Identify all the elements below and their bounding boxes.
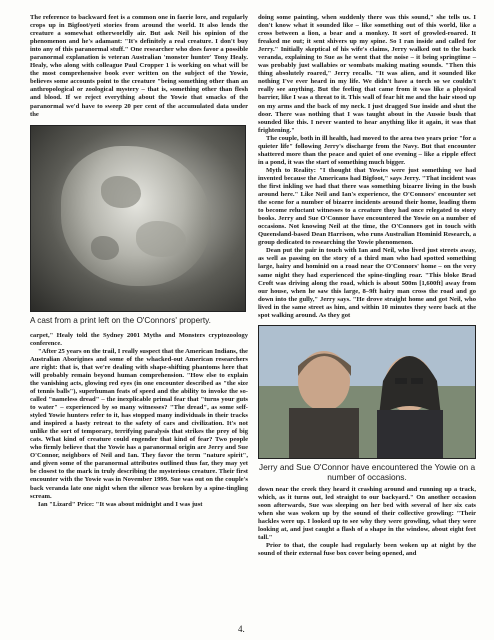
couple-photo: [258, 325, 476, 459]
right-photo-caption: Jerry and Sue O'Connor have encountered the Yowie on a number of occasions.: [258, 461, 476, 482]
left-para-3: "After 25 years on the trail, I really suspect that the American Indians, the Australian Aborigines and some of the whacked-out American researchers are right: that is, that we're dealing with shape-shifting phantoms here that will probably remain beyond human comprehension. "How else to explain the vanishing acts, glowing red eyes (in one encounter described as "the size of tennis balls"), superhuman feats of speed and the ability to invoke the so-called "nameless dread" – the inexplicable primal fear that "turns your guts to water" – experienced by so many witnesses? "The dread", as some self-styled Yowie hunters refer to it, has stopped many individuals in their tracks and inspired a hasty retreat to the safety of cars and civilization. It's not unlike the sort of temporary, terrifying paralysis that strikes the prey of big cats. What kind of creature could engender that kind of fear? Two people who firmly believe that the Yowie has a paranormal origin are Jerry and Sue O'Connor, neighbors of Neil and Ian. They favor the term "nature spirit", and given some of the paranormal attributes outlined thus far, they may yet be closest to the mark in truly describing the mysterious creature. Their first encounter with the Yowie was in November 1999. Sue was out on the couple's back veranda late one night when the silence was broken by a spine-tingling scream.: [30, 347, 248, 500]
left-para-2: carpet," Healy told the Sydney 2001 Myths and Monsters cryptozoology conference.: [30, 331, 248, 347]
right-para-3: Myth to Reality: "I thought that Yowies were just something we had invented because the Americans had Bigfoot," says Jerry. "That incident was the first inkling we had that there was something bizarre living in the bush around here." Like Neil and Ian's experience, the O'Connors' encounter set the scene for a number of bizarre incidents around their home, leading them to become reluctant witnesses to a creature they had once relegated to story books. Jerry and Sue O'Connor have encountered the Yowie on a number of occasions. Not knowing Neil at the time, the O'Connors got in touch with Queensland-based Dean Harrison, who runs Australian Hominid Research, a group dedicated to researching the Yowie phenomenon.: [258, 166, 476, 247]
right-para-5: down near the creek they heard it crashing around and running up a track, which, as it turns out, led straight to our backyard." On another occasion soon afterwards, Sue was sleeping on her bed with several of her six cats when she was woken up by the sound of their collective growling: "Their hackles were up. I looked up to see why they were growling, what they were looking at, and just caught a flash of a shape in the window, about eight feet tall.": [258, 485, 476, 542]
right-para-4: Dean put the pair in touch with Ian and Neil, who lived just streets away, as well as passing on the story of a third man who had spotted something large, hairy and hominid on a road near the O'Connors' home – on the very same night they had experienced the spine-tingling roar. "This bloke Brad Croft was driving along the road, which is about 500m [1,600ft] away from our house, when he saw this large, 8–9ft hairy man cross the road and go down into the gully," Jerry says. "He drove straight home and got Neil, who lived in the same street as him, and within 10 minutes they were back at the spot walking around. As they got: [258, 247, 476, 319]
page-number: 4.: [238, 624, 245, 634]
right-para-6: Prior to that, the couple had regularly been woken up at night by the sound of their external fuse box cover being opened, and: [258, 542, 476, 558]
right-column: [258, 14, 476, 558]
left-para-1: The reference to backward feet is a common one in faerie lore, and regularly crops up in Bigfoot/yeti stories from around the world. It also lends the creature a somewhat otherworldly air. But ask Neil his opinion of the phenomenon and he's adamant: "It's definitely a real creature. I don't buy into any of this paranormal stuff." One researcher who does favor a possible paranormal explanation is veteran Australian 'monster hunter' Tony Healy. Healy, who along with colleague Paul Cropper 1 is working on what will be the most comprehensive book ever written on the subject of the Yowie, believes some accounts point to the creature "being something other than an anthropological or zoological mystery – that is, something other than flesh and blood. If we reject everything about the Yowie that smacks of the paranormal we'd have to sweep 20 per cent of the accumulated data under the: [30, 14, 248, 118]
left-photo-caption: A cast from a print left on the O'Connors' property.: [30, 315, 211, 325]
right-para-1: doing some painting, when suddenly there was this sound," she tells us. I don't know what it sounded like – like something out of this world, like a cross between a lion, a bear and a monkey. It sort of growled-roared. It freaked me out; it sent shivers up my spine. So I ran inside and called for Jerry." Initially skeptical of his wife's claims, Jerry walked out to the back veranda, explaining to Sue as he went that the noise – it being springtime – was probably just wallabies or wombats making mating sounds. "Then this thing absolutely roared," Jerry recalls. "It was alien, and it sounded like nothing I've ever heard in my life. We didn't have a torch so we couldn't really see anything. But the feeling that came from it was like a physical barrier, like I was a threat to it. This wall of fear hit me and the hair stood up on my arms and the back of my neck. I just dragged Sue inside and shut the door. There was nothing that I was taught about in the Aussie bush that sounded like this. I never wanted to hear anything like it again, it was that frightening.": [258, 14, 476, 134]
left-column: [30, 14, 248, 509]
plaster-cast-photo: [30, 125, 246, 312]
couple-photo-graphic: [259, 326, 475, 458]
left-para-4: Ian "Lizard" Price: "It was about midnight and I was just: [38, 500, 203, 508]
right-para-2: The couple, both in ill health, had moved to the area two years prior "for a quieter life" following Jerry's discharge from the Navy. But that encounter shattered more than the peace and quiet of one evening – like a ripple effect in a pond, it was the start of something much bigger.: [258, 134, 476, 166]
